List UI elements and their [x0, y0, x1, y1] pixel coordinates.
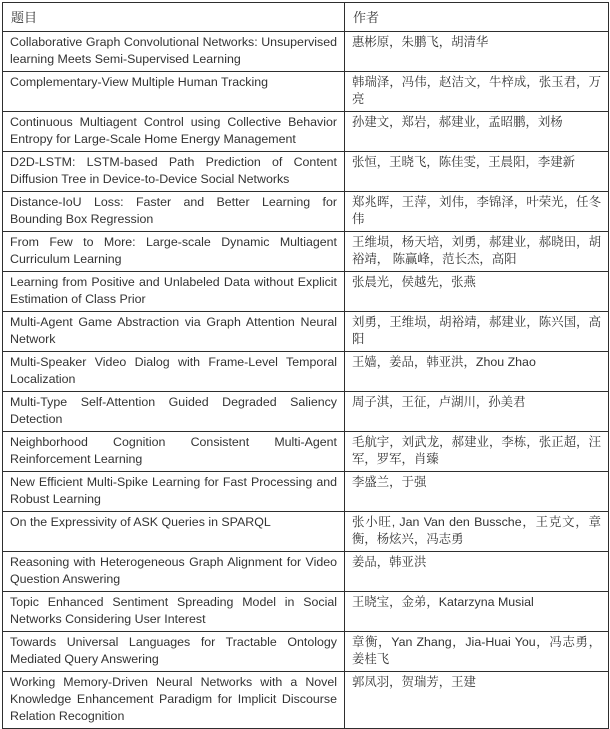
paper-title: Learning from Positive and Unlabeled Data without Explicit Estimation of Class Prior — [3, 272, 345, 312]
paper-authors: 姜品，韩亚洪 — [345, 552, 609, 592]
paper-title: New Efficient Multi-Spike Learning for Fast Processing and Robust Learning — [3, 472, 345, 512]
paper-title: Collaborative Graph Convolutional Networks: Unsupervised learning Meets Semi-Supervised Learning — [3, 32, 345, 72]
paper-title: On the Expressivity of ASK Queries in SPARQL — [3, 512, 345, 552]
table-row — [3, 632, 609, 672]
paper-authors: 孙建文，郑岩，郝建业，孟昭鹏，刘杨 — [345, 112, 609, 152]
paper-title: Multi-Agent Game Abstraction via Graph Attention Neural Network — [3, 312, 345, 352]
table-row — [3, 512, 609, 552]
paper-title: Topic Enhanced Sentiment Spreading Model in Social Networks Considering User Interest — [3, 592, 345, 632]
paper-authors: 惠彬原，朱鹏飞，胡清华 — [345, 32, 609, 72]
table-row — [3, 592, 609, 632]
paper-authors: 张小旺, Jan Van den Bussche，王克文，章衡，杨炫兴，冯志勇 — [345, 512, 609, 552]
paper-authors: 张晨光，侯越先，张燕 — [345, 272, 609, 312]
paper-authors: 刘勇，王维埙，胡裕靖，郝建业，陈兴国，高阳 — [345, 312, 609, 352]
paper-title: Reasoning with Heterogeneous Graph Alignment for Video Question Answering — [3, 552, 345, 592]
paper-authors: 毛航宇，刘武龙，郝建业，李栋，张正超，汪军，罗军，肖臻 — [345, 432, 609, 472]
paper-authors: 韩瑞泽，冯伟，赵洁文，牛梓成，张玉君，万亮 — [345, 72, 609, 112]
table-row — [3, 672, 609, 729]
table-row — [3, 432, 609, 472]
paper-title: Distance-IoU Loss: Faster and Better Learning for Bounding Box Regression — [3, 192, 345, 232]
table-row — [3, 232, 609, 272]
paper-title: Continuous Multiagent Control using Collective Behavior Entropy for Large-Scale Home Energy Management — [3, 112, 345, 152]
table-row — [3, 192, 609, 232]
paper-title: D2D-LSTM: LSTM-based Path Prediction of Content Diffusion Tree in Device-to-Device Social Networks — [3, 152, 345, 192]
table-row — [3, 152, 609, 192]
column-header-authors: 作者 — [345, 3, 609, 32]
column-header-title: 题目 — [3, 3, 345, 32]
table-row — [3, 272, 609, 312]
paper-title: Multi-Type Self-Attention Guided Degraded Saliency Detection — [3, 392, 345, 432]
table-body — [3, 32, 609, 729]
paper-title: Multi-Speaker Video Dialog with Frame-Level Temporal Localization — [3, 352, 345, 392]
paper-title: From Few to More: Large-scale Dynamic Multiagent Curriculum Learning — [3, 232, 345, 272]
table-row — [3, 32, 609, 72]
paper-authors: 周子淇，王征，卢湖川，孙美君 — [345, 392, 609, 432]
paper-authors: 李盛兰，于强 — [345, 472, 609, 512]
paper-title: Complementary-View Multiple Human Tracking — [3, 72, 345, 112]
papers-table — [2, 2, 609, 729]
paper-authors: 章衡，Yan Zhang，Jia-Huai You，冯志勇，姜桂飞 — [345, 632, 609, 672]
table-row — [3, 112, 609, 152]
paper-authors: 王维埙，杨天培，刘勇，郝建业，郝晓田，胡裕靖， 陈赢峰，范长杰，高阳 — [345, 232, 609, 272]
table-row — [3, 72, 609, 112]
table-row — [3, 552, 609, 592]
paper-authors: 张恒，王晓飞，陈佳雯，王晨阳，李建新 — [345, 152, 609, 192]
paper-title: Neighborhood Cognition Consistent Multi-Agent Reinforcement Learning — [3, 432, 345, 472]
table-row — [3, 352, 609, 392]
paper-title: Towards Universal Languages for Tractable Ontology Mediated Query Answering — [3, 632, 345, 672]
header-row — [3, 3, 609, 32]
table-row — [3, 312, 609, 352]
paper-authors: 郭凤羽，贺瑞芳，王建 — [345, 672, 609, 729]
paper-authors: 王嫱，姜品，韩亚洪，Zhou Zhao — [345, 352, 609, 392]
paper-authors: 王晓宝，金弟，Katarzyna Musial — [345, 592, 609, 632]
table-row — [3, 472, 609, 512]
table-row — [3, 392, 609, 432]
paper-authors: 郑兆晖，王萍，刘伟，李锦泽，叶荣光，任冬伟 — [345, 192, 609, 232]
paper-title: Working Memory-Driven Neural Networks with a Novel Knowledge Enhancement Paradigm for Implicit Discourse Relation Recognition — [3, 672, 345, 729]
